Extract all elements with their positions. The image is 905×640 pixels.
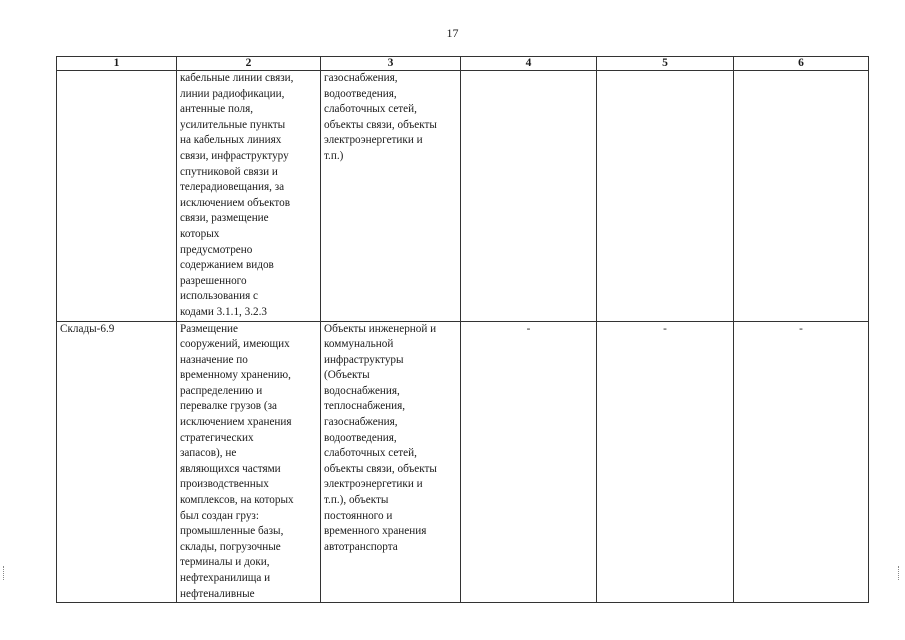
cell-text-line: связи, размещение — [180, 212, 269, 225]
cell-text-line: являющихся частями — [180, 462, 281, 475]
cell-text-line: объекты связи, объекты — [324, 462, 437, 475]
header-col-3: 3 — [321, 57, 461, 71]
cell-text-line: нефтехранилища и — [180, 572, 271, 584]
cell-text-line: разрешенного — [180, 274, 247, 287]
cell-text-line: Объекты инженерной и — [324, 322, 437, 335]
cell-text-line: водоотведения, — [324, 431, 397, 444]
cell-text-line: т.п.) — [324, 149, 344, 162]
cell-text-line: т.п.), объекты — [324, 494, 389, 507]
cell-auxiliary-uses — [321, 71, 461, 322]
cell-text-line: временного хранения — [324, 525, 427, 538]
header-col-5: 5 — [597, 57, 734, 71]
cell-text-line: электроэнергетики и — [324, 134, 423, 147]
cell-auxiliary-uses — [321, 321, 461, 603]
cell-text-line: теплоснабжения, — [324, 400, 406, 413]
cell-text-line: усилительные пункты — [180, 118, 286, 131]
cell-text-line: газоснабжения, — [324, 72, 398, 84]
cell-text-line: телерадиовещания, за — [180, 181, 285, 194]
cell-text-line: перевалке грузов (за — [180, 400, 277, 413]
cell-col-5 — [597, 71, 734, 322]
cell-col-6: - — [734, 321, 869, 603]
cell-col-4 — [461, 71, 597, 322]
cell-text-line: кабельные линии связи, — [180, 72, 294, 84]
cell-text-line: распределению и — [180, 384, 263, 397]
cell-text-line: исключением хранения — [180, 416, 292, 429]
cell-text-line: склады, погрузочные — [180, 540, 281, 553]
cell-text-line: содержанием видов — [180, 259, 274, 272]
cell-text-line: терминалы и доки, — [180, 556, 270, 569]
scan-edge-mark-right — [898, 566, 901, 580]
cell-col-6 — [734, 71, 869, 322]
cell-use-description — [177, 71, 321, 322]
cell-text-line: антенные поля, — [180, 103, 254, 116]
cell-text-line: водоснабжения, — [324, 384, 400, 397]
header-col-1: 1 — [57, 57, 177, 71]
cell-text-line: связи, инфраструктуру — [180, 149, 289, 162]
cell-text-line: комплексов, на которых — [180, 494, 294, 507]
cell-text-line: сооружений, имеющих — [180, 338, 290, 351]
cell-text-line: Размещение — [180, 322, 239, 335]
cell-text-line: исключением объектов — [180, 196, 290, 209]
zoning-table — [56, 56, 869, 603]
page-number: 17 — [446, 26, 459, 40]
cell-text-line: постоянного и — [324, 509, 393, 522]
cell-text-line: автотранспорта — [324, 540, 398, 553]
cell-use-description — [177, 321, 321, 603]
cell-text-line: слаботочных сетей, — [324, 447, 417, 460]
cell-use-name: Склады-6.9 — [57, 321, 177, 603]
table-row — [57, 321, 869, 603]
cell-text-line: производственных — [180, 478, 269, 491]
cell-text-line: стратегических — [180, 431, 254, 444]
cell-text-line: использования с — [180, 290, 259, 303]
scan-edge-mark-left — [3, 566, 6, 580]
cell-text-line: спутниковой связи и — [180, 165, 278, 178]
cell-text-line: слаботочных сетей, — [324, 103, 417, 116]
cell-text-line: водоотведения, — [324, 87, 397, 100]
header-row — [57, 57, 869, 71]
cell-text-line: линии радиофикации, — [180, 87, 285, 100]
cell-use-name — [57, 71, 177, 322]
cell-text-line: был создан груз: — [180, 509, 259, 522]
header-col-4: 4 — [461, 57, 597, 71]
cell-text-line: электроэнергетики и — [324, 478, 423, 491]
cell-text-line: объекты связи, объекты — [324, 118, 437, 131]
cell-text-line: нефтеналивные — [180, 587, 255, 600]
cell-text-line: на кабельных линиях — [180, 134, 282, 147]
cell-text-line: инфраструктуры — [324, 353, 404, 366]
cell-col-5: - — [597, 321, 734, 603]
cell-text-line: коммунальной — [324, 338, 394, 351]
cell-text-line: временному хранению, — [180, 369, 291, 382]
cell-text-line: предусмотрено — [180, 243, 253, 256]
cell-text-line: промышленные базы, — [180, 525, 284, 538]
cell-text-line: запасов), не — [180, 447, 237, 460]
cell-text-line: газоснабжения, — [324, 416, 398, 429]
cell-text-line: которых — [180, 227, 220, 240]
table-row — [57, 71, 869, 322]
header-col-2: 2 — [177, 57, 321, 71]
cell-text-line: назначение по — [180, 353, 248, 366]
cell-text-line: (Объекты — [324, 369, 370, 382]
header-col-6: 6 — [734, 57, 869, 71]
cell-col-4: - — [461, 321, 597, 603]
cell-text-line: кодами 3.1.1, 3.2.3 — [180, 305, 268, 318]
